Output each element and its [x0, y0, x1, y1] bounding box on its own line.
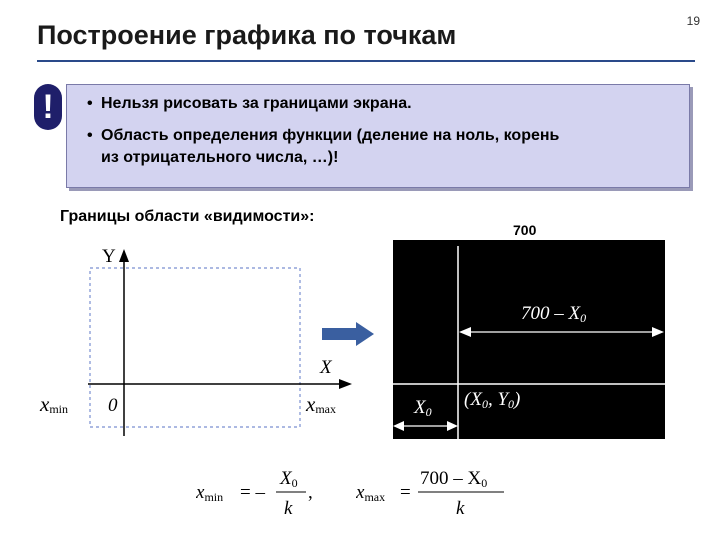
note-text: Нельзя рисовать за границами экрана.	[101, 95, 412, 112]
note-text: Область определения функции (деление на ноль, корень	[101, 127, 560, 144]
visible-area-label: Границы области «видимости»:	[60, 208, 315, 225]
x-axis-arrow-icon	[339, 379, 352, 389]
xmax-lhs: xmax	[356, 482, 386, 504]
visible-area-rect	[90, 268, 300, 427]
origin-point-label: (X0, Y0)	[464, 389, 521, 411]
title-rule	[37, 60, 695, 62]
xmax-numerator: 700 – X0	[420, 468, 488, 490]
screen-width-label: 700	[513, 222, 537, 238]
xmin-numerator: X0	[280, 468, 298, 490]
bullet-icon: •	[87, 127, 93, 144]
xmax-equals: =	[400, 482, 411, 503]
right-arrow-icon	[322, 322, 374, 346]
x0-arrow-right-icon	[447, 421, 458, 431]
xmin-denominator: k	[284, 498, 293, 519]
x0-label: X0	[414, 397, 432, 419]
note-text-continued: из отрицательного числа, …)!	[101, 149, 339, 166]
y-axis-arrow-icon	[119, 249, 129, 262]
xmax-denominator: k	[456, 498, 465, 519]
warning-icon: !	[34, 84, 62, 130]
formula-xmin	[196, 462, 336, 526]
offset-arrow-right-icon	[652, 327, 664, 337]
xmin-equals: = –	[240, 482, 265, 503]
page-number: 19	[686, 14, 700, 28]
origin-label: 0	[108, 395, 118, 416]
formula-xmax	[356, 462, 516, 526]
x-axis-label: X	[320, 357, 332, 378]
x0-arrow-left-icon	[393, 421, 404, 431]
bullet-icon: •	[87, 95, 93, 112]
note-item-screen-bounds	[87, 93, 412, 115]
offset-label: 700 – X0	[521, 303, 587, 325]
xmin-lhs: xmin	[196, 482, 224, 504]
xmin-label: xmin	[40, 392, 68, 416]
xmax-label: xmax	[306, 392, 336, 416]
y-axis-label: Y	[102, 246, 116, 267]
note-box	[66, 84, 690, 188]
screen-coordinate-diagram	[393, 240, 665, 439]
screen-area	[393, 240, 665, 439]
offset-arrow-left-icon	[459, 327, 471, 337]
xmin-comma: ,	[308, 482, 313, 503]
slide-title: Построение графика по точкам	[37, 20, 457, 50]
note-item-domain	[87, 125, 677, 169]
